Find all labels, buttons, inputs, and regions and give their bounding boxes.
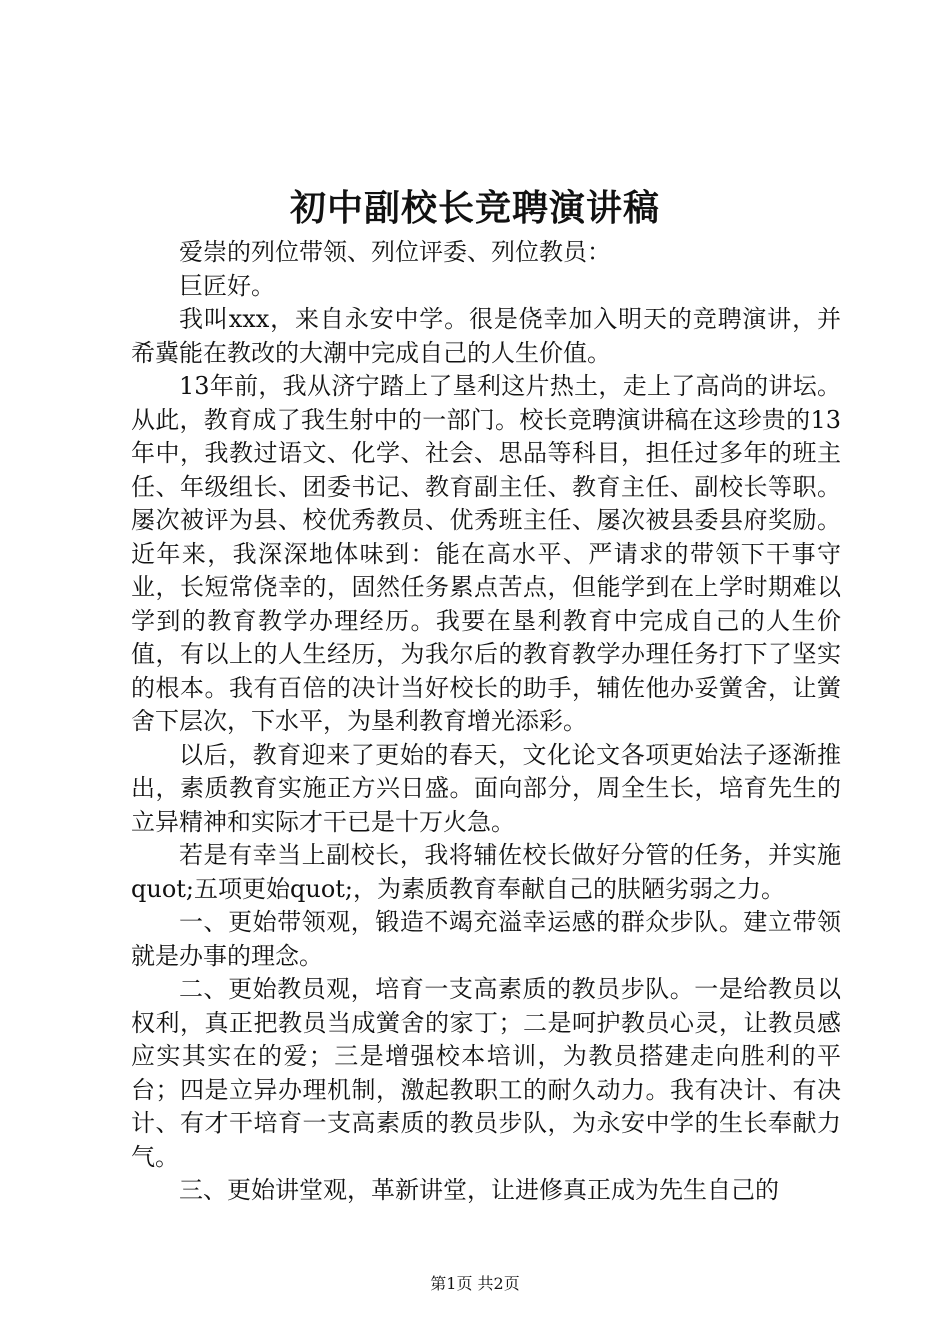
paragraph-reform-one: 一、更始带领观，锻造不竭充溢幸运感的群众步队。建立带领就是办事的理念。 xyxy=(131,908,841,970)
paragraph-salutation: 爱崇的列位带领、列位评委、列位教员： xyxy=(179,238,611,266)
paragraph-experience: 13年前，我从济宁踏上了垦利这片热土，走上了高尚的讲坛。从此，教育成了我生射中的一部门。校长竞聘演讲稿在这珍贵的13年中，我教过语文、化学、社会、思品等科目，担任过多年的班主任、年级组长、团委书记、教育副主任、教育主任、副校长等职。屡次被评为县、校优秀教员、优秀班主任、屡次被县委县府奖励。近年来，我深深地体味到：能在高水平、严请求的带领下干事守业，长短常侥幸的，固然任务累点苦点，但能学到在上学时期难以学到的教育教学办理经历。我要在垦利教育中完成自己的人生价值，有以上的人生经历，为我尔后的教育教学办理任务打下了坚实的根本。我有百倍的决计当好校长的助手，辅佐他办妥黉舍，让黉舍下层次，下水平，为垦利教育增光添彩。 xyxy=(131,372,841,735)
paragraph-five-reforms: 若是有幸当上副校长，我将辅佐校长做好分管的任务，并实施quot;五项更始quot;，为素质教育奉献自己的肤陋劣弱之力。 xyxy=(131,841,841,903)
paragraph-reform-background: 以后，教育迎来了更始的春天，文化论文各项更始法子逐渐推出，素质教育实施正方兴日盛。面向部分，周全生长，培育先生的立异精神和实际才干已是十万火急。 xyxy=(131,740,841,836)
paragraph-reform-two: 二、更始教员观，培育一支高素质的教员步队。一是给教员以权利，真正把教员当成黉舍的家丁；二是呵护教员心灵，让教员感应实其实在的爱；三是增强校本培训，为教员搭建走向胜利的平台；四是立异办理机制，激起教职工的耐久动力。我有决计、有决计、有才干培育一支高素质的教员步队，为永安中学的生长奉献力气。 xyxy=(131,975,841,1171)
paragraph-greeting: 巨匠好。 xyxy=(179,271,275,300)
document-title: 初中副校长竞聘演讲稿 xyxy=(289,187,660,229)
paragraph-reform-three: 三、更始讲堂观，革新讲堂，让进修真正成为先生自己的 xyxy=(179,1176,779,1204)
paragraph-intro: 我叫xxx，来自永安中学。很是侥幸加入明天的竞聘演讲，并希冀能在教改的大潮中完成自己的人生价值。 xyxy=(131,305,841,367)
page-number-footer: 第1页 共2页 xyxy=(430,1274,520,1293)
document-body xyxy=(131,236,841,1208)
